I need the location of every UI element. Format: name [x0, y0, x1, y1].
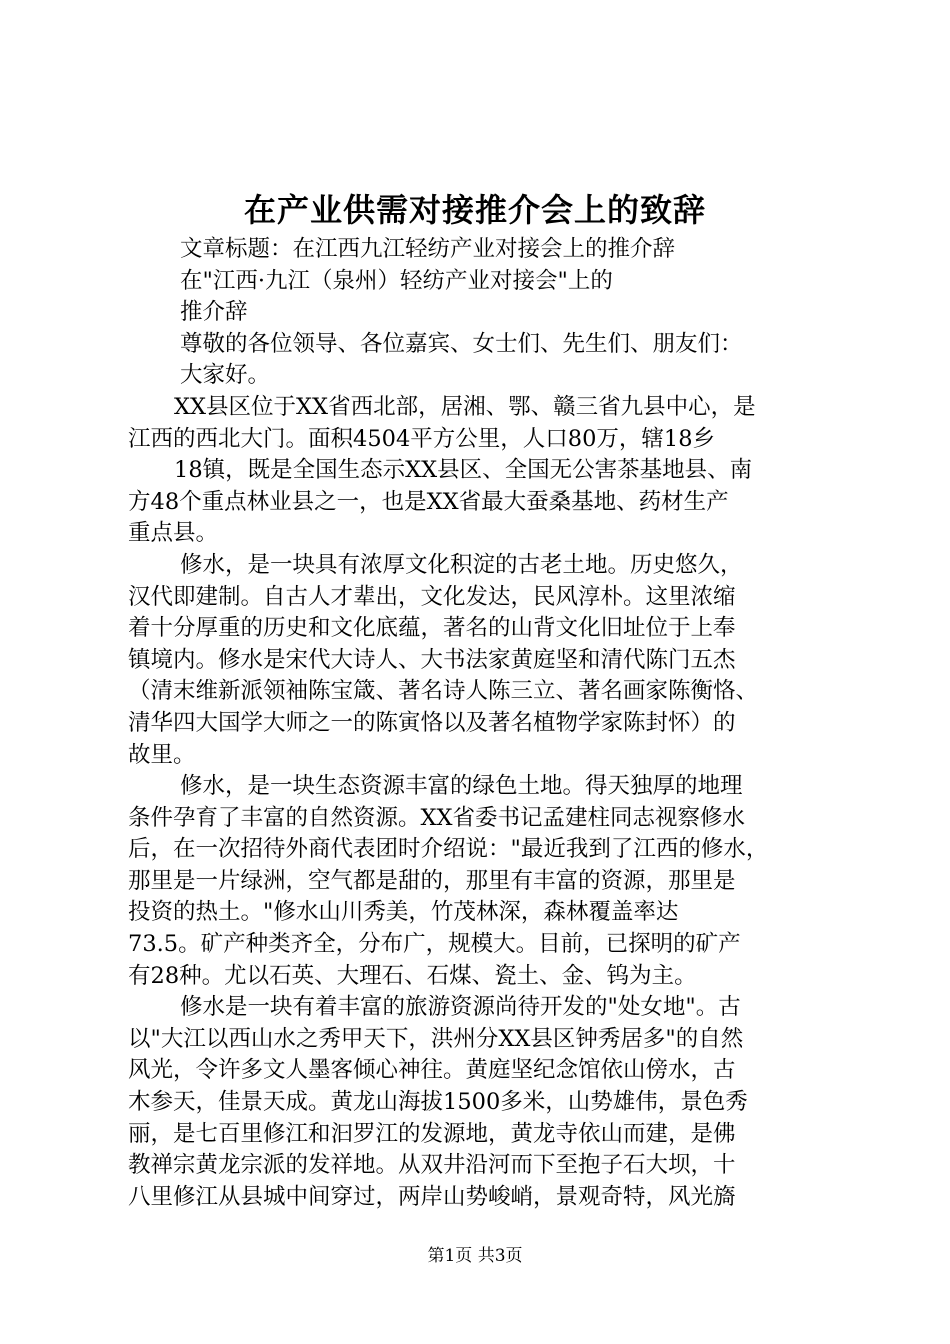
paragraph-line: 方48个重点林业县之一，也是XX省最大蚕桑基地、药材生产 — [128, 488, 729, 515]
paragraph-line: 教禅宗黄龙宗派的发祥地。从双井沿河而下至抱子石大坝，十 — [128, 1152, 736, 1179]
paragraph-line: 丽，是七百里修江和汩罗江的发源地，黄龙寺依山而建，是佛 — [128, 1120, 736, 1147]
document-body — [128, 234, 824, 1213]
page-number-footer: 第1页 共3页 — [427, 1246, 523, 1266]
paragraph-line: 73.5。矿产种类齐全，分布广，规模大。目前，已探明的矿产 — [128, 931, 741, 958]
paragraph-line: 重点县。 — [128, 520, 219, 547]
text-line: 在"江西·九江（泉州）轻纺产业对接会"上的 — [180, 267, 613, 294]
paragraph-line: 投资的热土。"修水山川秀美，竹茂林深，森林覆盖率达 — [128, 899, 679, 926]
document-title: 在产业供需对接推介会上的致辞 — [243, 191, 706, 229]
paragraph-line: 汉代即建制。自古人才辈出，文化发达，民风淳朴。这里浓缩 — [128, 583, 736, 610]
paragraph-line: 那里是一片绿洲，空气都是甜的，那里有丰富的资源，那里是 — [128, 867, 736, 894]
paragraph-line: XX县区位于XX省西北部，居湘、鄂、赣三省九县中心，是 — [174, 393, 756, 420]
paragraph-line: （清末维新派领袖陈宝箴、著名诗人陈三立、著名画家陈衡恪、 — [128, 678, 759, 705]
paragraph-line: 清华四大国学大师之一的陈寅恪以及著名植物学家陈封怀）的 — [128, 709, 736, 736]
paragraph-line: 以"大江以西山水之秀甲天下，洪州分XX县区钟秀居多"的自然 — [128, 1025, 744, 1052]
paragraph-line: 着十分厚重的历史和文化底蕴，著名的山背文化旧址位于上奉 — [128, 615, 736, 642]
greeting-line: 大家好。 — [180, 362, 271, 389]
paragraph-line: 八里修江从县城中间穿过，两岸山势峻峭，景观奇特，风光旖 — [128, 1183, 736, 1210]
paragraph-line: 有28种。尤以石英、大理石、石煤、瓷土、金、钨为主。 — [128, 962, 697, 989]
paragraph-line: 风光，令许多文人墨客倾心神往。黄庭坚纪念馆依山傍水，古 — [128, 1057, 736, 1084]
paragraph-line: 故里。 — [128, 741, 196, 768]
paragraph-line: 后，在一次招待外商代表团时介绍说："最近我到了江西的修水， — [128, 836, 769, 863]
paragraph-line: 木参天，佳景天成。黄龙山海拔1500多米，山势雄伟，景色秀 — [128, 1089, 748, 1116]
paragraph-line: 镇境内。修水是宋代大诗人、大书法家黄庭坚和清代陈门五杰 — [128, 646, 736, 673]
paragraph-line: 江西的西北大门。面积4504平方公里，人口80万，辖18乡 — [128, 425, 716, 452]
paragraph-line: 条件孕育了丰富的自然资源。XX省委书记孟建柱同志视察修水 — [128, 804, 746, 831]
paragraph-line: 修水，是一块具有浓厚文化积淀的古老土地。历史悠久， — [180, 551, 743, 578]
text-line: 推介辞 — [180, 299, 248, 326]
paragraph-line: 修水，是一块生态资源丰富的绿色土地。得天独厚的地理 — [180, 773, 743, 800]
paragraph-line: 修水是一块有着丰富的旅游资源尚待开发的"处女地"。古 — [180, 994, 741, 1021]
article-title-line: 文章标题：在江西九江轻纺产业对接会上的推介辞 — [180, 236, 676, 262]
paragraph-line: 18镇，既是全国生态示XX县区、全国无公害茶基地县、南 — [174, 457, 753, 484]
salutation-line: 尊敬的各位领导、各位嘉宾、女士们、先生们、朋友们： — [180, 330, 743, 357]
